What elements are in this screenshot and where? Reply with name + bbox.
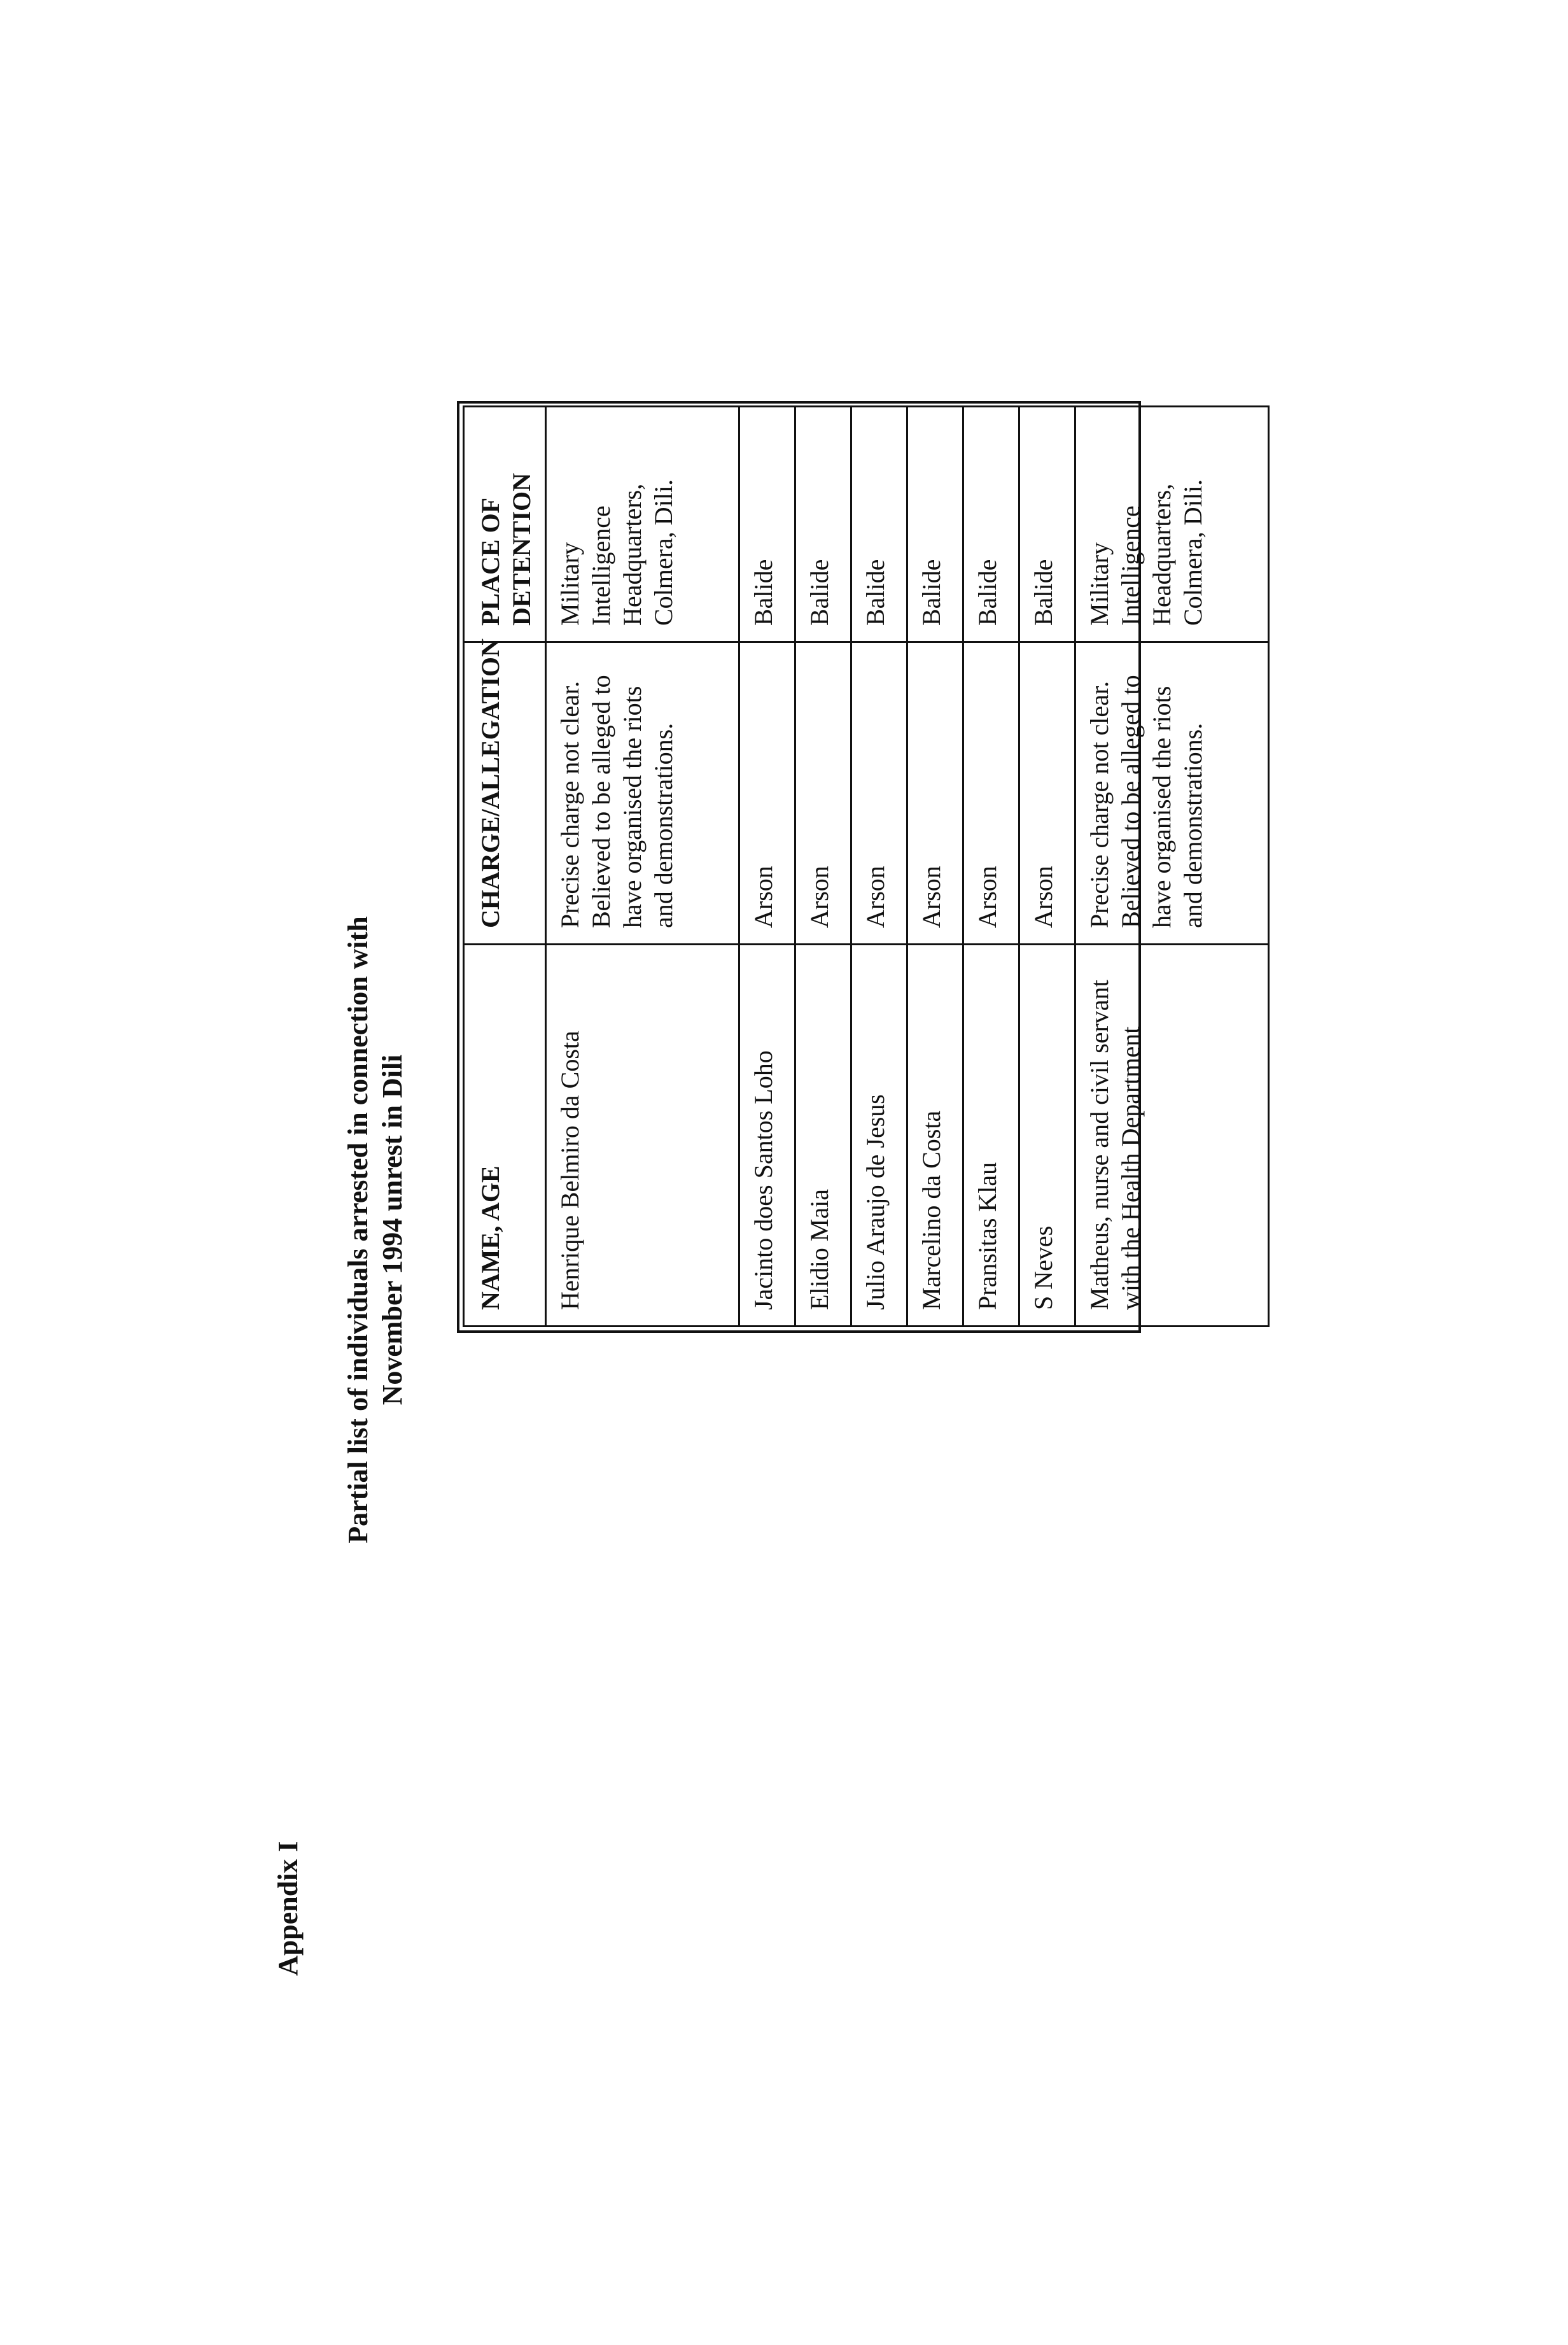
- cell-name: Marcelino da Costa: [907, 945, 963, 1327]
- cell-name: Matheus, nurse and civil servant with the Health Department: [1075, 945, 1269, 1327]
- header-name-age: NAME, AGE: [464, 945, 546, 1327]
- cell-place: Balide: [1019, 407, 1075, 642]
- cell-name: Elidio Maia: [795, 945, 851, 1327]
- table-row: [1075, 407, 1269, 1327]
- table-header-row: [464, 407, 546, 1327]
- cell-charge: Arson: [851, 642, 907, 945]
- arrests-table: [463, 405, 1270, 1327]
- cell-charge: Arson: [1019, 642, 1075, 945]
- cell-charge: Precise charge not clear. Believed to be alleged to have organised the riots and demonstrations.: [546, 642, 739, 945]
- table-row: [1019, 407, 1075, 1327]
- table-row: [795, 407, 851, 1327]
- header-charge-allegation: CHARGE/ALLEGATION: [464, 642, 546, 945]
- cell-place: Balide: [739, 407, 795, 642]
- appendix-label: Appendix I: [272, 1841, 304, 1976]
- cell-charge: Precise charge not clear. Believed to be alleged to have organised the riots and demonstrations.: [1075, 642, 1269, 945]
- cell-name: Julio Araujo de Jesus: [851, 945, 907, 1327]
- document-title-line-2: November 1994 unrest in Dili: [377, 1054, 408, 1405]
- arrests-table-frame: [457, 401, 1207, 1333]
- cell-place: Balide: [963, 407, 1019, 642]
- cell-charge: Arson: [795, 642, 851, 945]
- header-place-of-detention: PLACE OF DETENTION: [464, 407, 546, 642]
- table-row: [739, 407, 795, 1327]
- cell-name: S Neves: [1019, 945, 1075, 1327]
- table-row: [851, 407, 907, 1327]
- table-row: [963, 407, 1019, 1327]
- cell-name: Pransitas Klau: [963, 945, 1019, 1327]
- cell-charge: Arson: [963, 642, 1019, 945]
- table-row: [907, 407, 963, 1327]
- cell-place: Military Intelligence Headquarters, Colmera, Dili.: [1075, 407, 1269, 642]
- cell-place: Balide: [907, 407, 963, 642]
- cell-name: Jacinto does Santos Loho: [739, 945, 795, 1327]
- cell-place: Balide: [795, 407, 851, 642]
- cell-place: Balide: [851, 407, 907, 642]
- cell-name: Henrique Belmiro da Costa: [546, 945, 739, 1327]
- document-title-line-1: Partial list of individuals arrested in connection with: [342, 916, 374, 1544]
- table-row: [546, 407, 739, 1327]
- cell-charge: Arson: [907, 642, 963, 945]
- cell-charge: Arson: [739, 642, 795, 945]
- cell-place: Military Intelligence Headquarters, Colmera, Dili.: [546, 407, 739, 642]
